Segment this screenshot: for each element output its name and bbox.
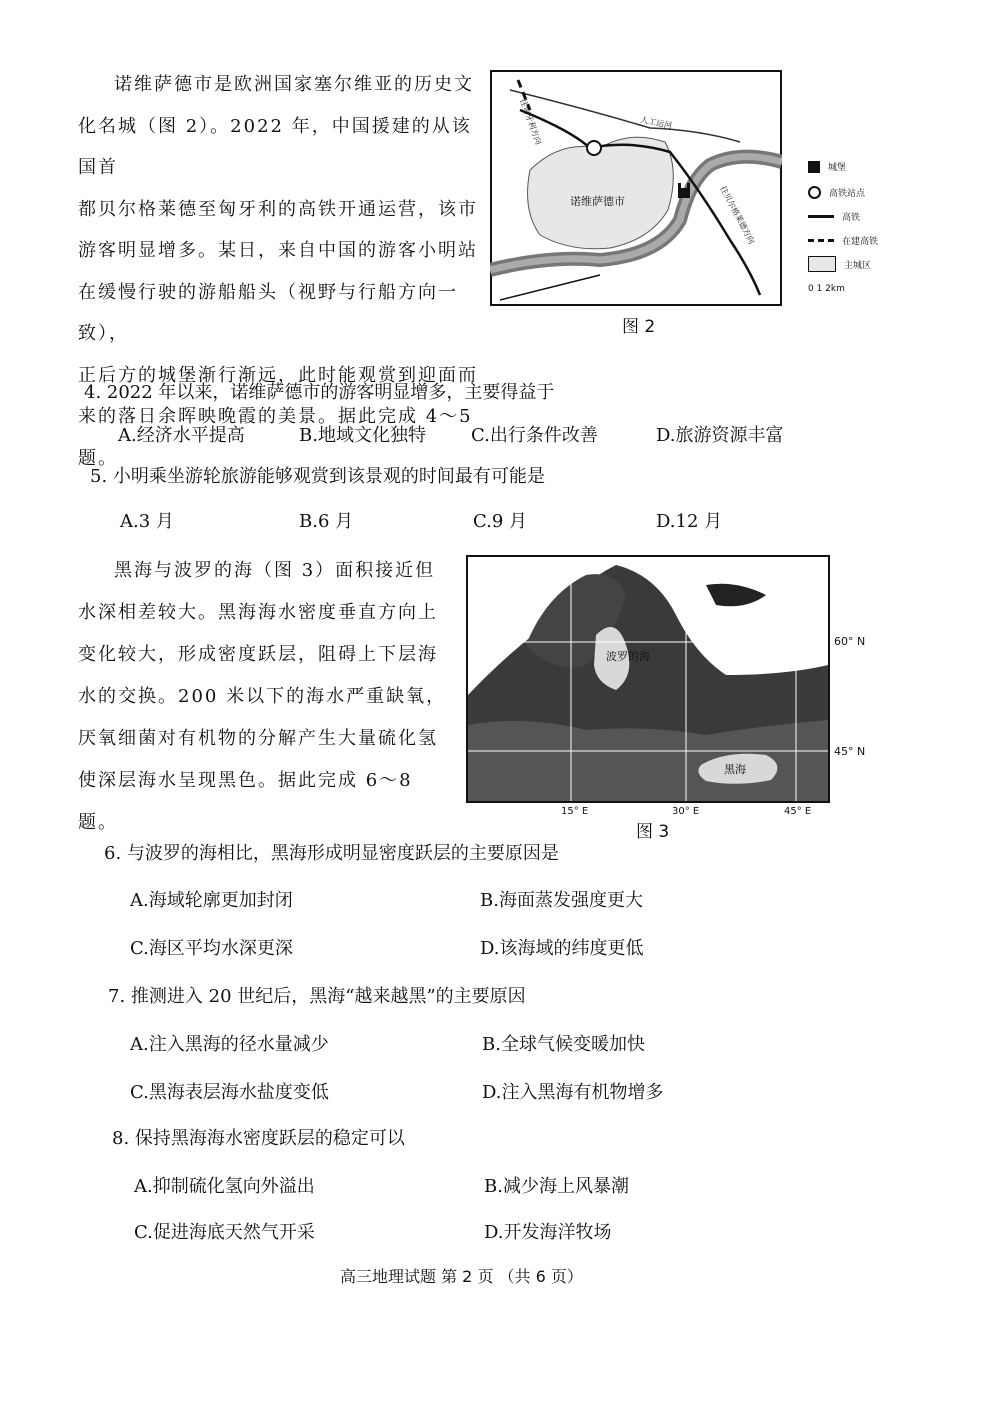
passage-line: 来的落日余晖映晚霞的美景。据此完成 4～5 题。 — [78, 406, 473, 469]
q7-option-d[interactable]: D.注入黑海有机物增多 — [482, 1082, 664, 1103]
passage-line: 变化较大，形成密度跃层，阻碍上下层海 — [78, 644, 438, 665]
railway-line-icon — [808, 215, 834, 218]
q4-option-d[interactable]: D.旅游资源丰富 — [656, 425, 784, 446]
europe-seas-map — [466, 555, 896, 817]
passage-line: 化名城（图 2）。2022 年，中国援建的从该国首 — [78, 115, 472, 178]
question-5-stem: 5. 小明乘坐游轮旅游能够观赏到该景观的时间最有可能是 — [90, 466, 545, 487]
urban-area-icon — [808, 256, 836, 272]
legend-urban — [808, 256, 871, 272]
figure-3-caption: 图 3 — [636, 822, 670, 842]
lat-45-label: 45° N — [834, 745, 866, 758]
q6-option-d[interactable]: D.该海域的纬度更低 — [480, 938, 644, 959]
passage-line: 正后方的城堡渐行渐远，此时能观赏到迎面而 — [78, 364, 478, 386]
passage-line: 黑海与波罗的海（图 3）面积接近但 — [114, 560, 436, 581]
passage-line: 使深层海水呈现黑色。据此完成 6～8 题。 — [78, 770, 413, 833]
page-footer: 高三地理试题 第 2 页 （共 6 页） — [340, 1267, 583, 1286]
q5-option-d[interactable]: D.12 月 — [656, 511, 723, 532]
legend-castle-label: 城堡 — [828, 163, 847, 173]
dashed-line-icon — [808, 239, 834, 242]
q5-option-a[interactable]: A.3 月 — [120, 511, 174, 532]
legend-urban-label: 主城区 — [844, 260, 872, 271]
passage-line: 都贝尔格莱德至匈牙利的高铁开通运营，该市 — [78, 198, 478, 220]
q8-option-c[interactable]: C.促进海底天然气开采 — [134, 1222, 315, 1243]
legend-railway-label: 高铁 — [842, 213, 861, 223]
q6-option-b[interactable]: B.海面蒸发强度更大 — [480, 890, 643, 911]
question-8-stem: 8. 保持黑海海水密度跃层的稳定可以 — [112, 1128, 405, 1149]
legend-railway-building-label: 在建高铁 — [842, 237, 879, 247]
figure-3-map — [466, 555, 896, 817]
legend-castle — [808, 160, 846, 173]
lon-45-label: 45° E — [784, 806, 812, 817]
figure-2-map — [490, 70, 782, 306]
legend-railway-building — [808, 234, 878, 247]
q4-option-c[interactable]: C.出行条件改善 — [471, 425, 598, 446]
figure-2-caption: 图 2 — [622, 317, 656, 337]
novi-sad-map — [490, 70, 782, 306]
passage-line: 游客明显增多。某日，来自中国的游客小明站 — [78, 240, 478, 261]
to-hungary-label: 往匈牙利方向 — [518, 97, 543, 146]
legend-scale — [808, 284, 845, 294]
to-belgrade-label: 往贝尔格莱德方向 — [718, 184, 757, 246]
q4-option-b[interactable]: B.地域文化独特 — [299, 425, 426, 446]
legend-station — [808, 186, 865, 199]
passage-line: 诺维萨德市是欧洲国家塞尔维亚的历史文 — [114, 74, 474, 95]
legend-station-label: 高铁站点 — [829, 189, 866, 199]
q8-option-d[interactable]: D.开发海洋牧场 — [484, 1222, 612, 1243]
passage-line: 在缓慢行驶的游船船头（视野与行船方向一致）， — [78, 281, 458, 344]
passage-line: 厌氧细菌对有机物的分解产生大量硫化氢 — [78, 728, 438, 749]
q6-option-a[interactable]: A.海域轮廓更加封闭 — [130, 890, 293, 911]
city-label: 诺维萨德市 — [570, 195, 625, 208]
q4-option-a[interactable]: A.经济水平提高 — [118, 425, 245, 446]
q5-option-b[interactable]: B.6 月 — [299, 511, 354, 532]
figure-2-legend — [808, 160, 928, 300]
passage-1 — [78, 64, 488, 479]
q7-option-a[interactable]: A.注入黑海的径水量减少 — [130, 1034, 329, 1055]
q7-option-b[interactable]: B.全球气候变暖加快 — [482, 1034, 645, 1055]
q5-option-c[interactable]: C.9 月 — [473, 511, 528, 532]
q8-option-b[interactable]: B.减少海上风暴潮 — [484, 1176, 629, 1197]
question-6-stem: 6. 与波罗的海相比，黑海形成明显密度跃层的主要原因是 — [104, 843, 559, 864]
lon-15-label: 15° E — [561, 806, 589, 817]
question-7-stem: 7. 推测进入 20 世纪后，黑海“越来越黑”的主要原因 — [108, 986, 526, 1007]
passage-line: 水深相差较大。黑海海水密度垂直方向上 — [78, 602, 438, 623]
q8-option-a[interactable]: A.抑制硫化氢向外溢出 — [134, 1176, 315, 1197]
castle-icon — [808, 161, 820, 173]
q6-option-c[interactable]: C.海区平均水深更深 — [130, 938, 293, 959]
legend-railway — [808, 210, 860, 223]
lat-60-label: 60° N — [834, 635, 866, 648]
question-4-stem: 4. 2022 年以来，诺维萨德市的游客明显增多，主要得益于 — [84, 382, 555, 403]
baltic-sea-label: 波罗的海 — [606, 650, 650, 663]
canal-label: 人工运河 — [639, 115, 673, 131]
black-sea-label: 黑海 — [724, 763, 746, 776]
passage-line: 水的交换。200 米以下的海水严重缺氧， — [78, 686, 447, 707]
lon-30-label: 30° E — [672, 806, 700, 817]
station-icon — [808, 186, 821, 199]
passage-2 — [78, 550, 458, 844]
q7-option-c[interactable]: C.黑海表层海水盐度变低 — [130, 1082, 329, 1103]
scale-bar-label: 0 1 2km — [808, 284, 845, 294]
